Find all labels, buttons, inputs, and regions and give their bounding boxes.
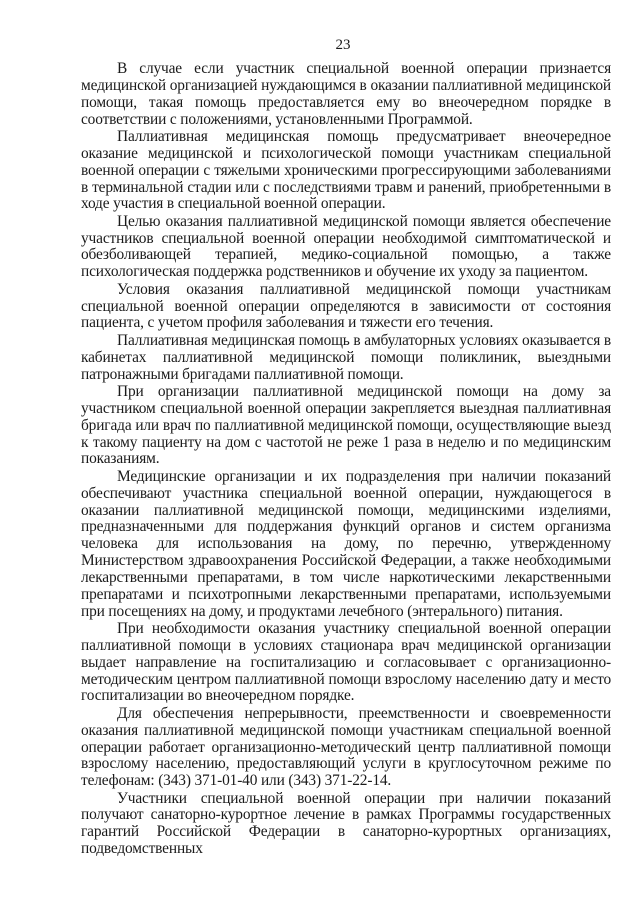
paragraph-palliative-care-goal: Целью оказания паллиативной медицинской помощи является обеспечение участников специальной военной операции необходимой симптоматической и обезболивающей терапией, медико-социальной помощью, а также психологическая поддержка родственников и обучение их уходу за пациентом. [81,212,611,281]
paragraph-care-conditions: Условия оказания паллиативной медицинской помощи участникам специальной военной операции определяются в зависимости от состояния пациента, с учетом профиля заболевания и тяжести его течения. [81,280,611,332]
paragraph-home-care: При организации паллиативной медицинской помощи на дому за участником специальной военной операции закрепляется выездная паллиативная бригада или врач по паллиативной медицинской помощи, осуществляющие выезд к такому пациенту на дом с частотой не реже 1 раза в неделю и по медицинским показаниям. [81,383,611,468]
paragraph-outpatient-care: Паллиативная медицинская помощь в амбулаторных условиях оказывается в кабинетах паллиативной медицинской помощи поликлиник, выездными патронажными бригадами паллиативной помощи. [81,331,611,383]
paragraph-priority-palliative-care: В случае если участник специальной военной операции признается медицинской организацией нуждающимся в оказании паллиативной медицинской помощи, такая помощь предоставляется ему во внеочередном порядке в соответствии с положениями, установленными Программой. [81,60,611,128]
paragraph-methodical-center-phones: Для обеспечения непрерывности, преемственности и своевременности оказания паллиативной медицинской помощи участникам специальной военной операции работает организационно-методический центр паллиативной помощи взрослому населению, предоставляющий услуги в круглосуточном режиме по телефонам: (343) 371-01-40 или (343) 371-22-14. [81,704,611,790]
document-body [81,61,611,859]
paragraph-medical-supplies: Медицинские организации и их подразделения при наличии показаний обеспечивают участника специальной военной операции, нуждающегося в оказании паллиативной медицинской помощи, медицинскими изделиями, предназначенными для поддержания функций органов и систем организма человека для использования на дому, по перечню, утвержденному Министерством здравоохранения Российской Федерации, а также необходимыми лекарственными препаратами, в том числе наркотическими лекарственными препаратами и психотропными лекарственными препаратами, используемыми при посещениях на дому, и продуктами лечебного (энтерального) питания. [81,467,611,620]
paragraph-inpatient-care: При необходимости оказания участнику специальной военной операции паллиативной помощи в условиях стационара врач медицинской организации выдает направление на госпитализацию и согласовывает с организационно-методическим центром паллиативной помощи взрослому населению дату и место госпитализации во внеочередном порядке. [81,620,611,705]
paragraph-sanatorium-treatment: Участники специальной военной операции при наличии показаний получают санаторно-курортное лечение в рамках Программы государственных гарантий Российской Федерации в санаторно-курортных организациях, подведомственных [81,789,611,858]
paragraph-palliative-care-scope: Паллиативная медицинская помощь предусматривает внеочередное оказание медицинской и психологической помощи участникам специальной военной операции с тяжелыми хроническими прогрессирующими заболеваниями в терминальной стадии или с последствиями травм и ранений, приобретенными в ходе участия в специальной военной операции. [81,127,611,213]
page-number: 23 [335,37,351,53]
